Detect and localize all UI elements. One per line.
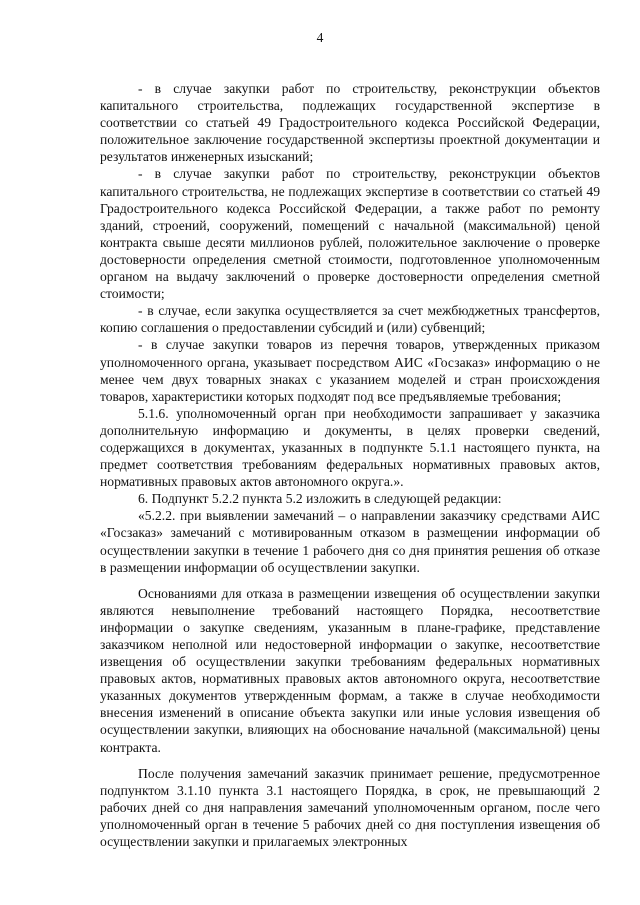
paragraph-5-1-6: 5.1.6. уполномоченный орган при необходимости запрашивает у заказчика дополнительную информацию и документы, в целях проверки сведений, содержащихся в документах, указанных в подпункте 5.1.1 настоящего пункта, на предмет соответствия требованиям федеральных нормативных правовых актов, нормативных правовых актов автономного округа.». [100, 405, 600, 490]
paragraph-trademarks: - в случае закупки товаров из перечня товаров, утвержденных приказом уполномоченного органа, указывает посредством АИС «Госзаказ» информацию о не менее чем двух товарных знаках с указанием моделей и стран происхождения товаров, характеристики которых подходят под все предъявляемые требования; [100, 337, 600, 404]
paragraph-5-2-2: «5.2.2. при выявлении замечаний – о направлении заказчику средствами АИС «Госзаказ» замечаний с мотивированным отказом в размещении информации об осуществлении закупки в течение 1 рабочего дня со дня принятия решения об отказе в размещении информации об осуществлении закупки. [100, 508, 600, 575]
page-number: 4 [316, 30, 324, 45]
paragraph-state-expertise: - в случае закупки работ по строительству, реконструкции объектов капитального строительства, подлежащих государственной экспертизе в соответствии со статьей 49 Градостроительного кодекса Российской Федерации, положительное заключение государственной экспертизы проектной документации и результатов инженерных изысканий; [100, 81, 600, 165]
paragraph-after-remarks: После получения замечаний заказчик принимает решение, предусмотренное подпунктом 3.1.10 пункта 3.1 настоящего Порядка, в срок, не превышающий 2 рабочих дней со дня направления замечаний уполномоченным органом, после чего уполномоченный орган в течение 5 рабочих дней со дня поступления извещения об осуществлении закупки и прилагаемых электронных [100, 765, 600, 850]
paragraph-refusal-grounds: Основаниями для отказа в размещении извещения об осуществлении закупки являются невыполнение требований настоящего Порядка, несоответствие информации о закупке сведениям, указанным в плане-графике, представление заказчиком неполной или недостоверной информации о закупке, несоответствие извещения об осуществлении закупки требованиям федеральных нормативных правовых актов, нормативных правовых актов автономного округа, несоответствие указанных документов утвержденным формам, а также в случае необходимости внесения изменений в описание объекта закупки или иные условия извещения об осуществлении закупки, влияющих на обоснование начальной (максимальной) цены контракта. [100, 585, 600, 755]
document-body [100, 80, 600, 850]
paragraph-estimate-check: - в случае закупки работ по строительству, реконструкции объектов капитального строительства, не подлежащих экспертизе в соответствии со статьей 49 Градостроительного кодекса Российской Федерации, а также работ по ремонту зданий, строений, сооружений, помещений с начальной (максимальной) ценой контракта свыше десяти миллионов рублей, положительное заключение о проверке достоверности определения сметной стоимости, подготовленное уполномоченным органом на выдачу заключений о проверке достоверности определения сметной стоимости; [100, 166, 600, 302]
paragraph-interbudget-transfers: - в случае, если закупка осуществляется за счет межбюджетных трансфертов, копию соглашения о предоставлении субсидий и (или) субвенций; [100, 303, 600, 336]
paragraph-item-6: 6. Подпункт 5.2.2 пункта 5.2 изложить в следующей редакции: [138, 491, 502, 507]
